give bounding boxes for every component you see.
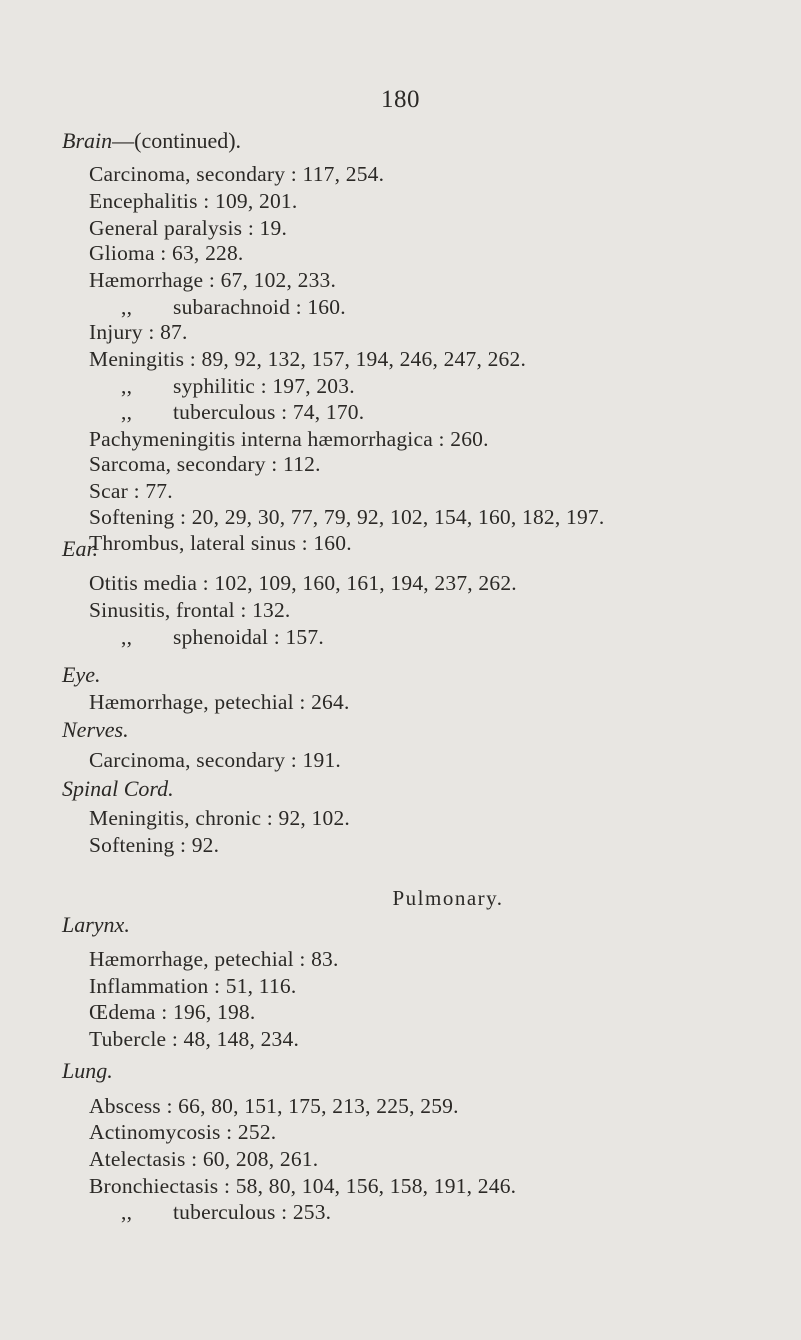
- index-entry-text: Inflammation : 51, 116.: [89, 974, 297, 998]
- index-entry: [89, 571, 517, 596]
- index-entry-text: Hæmorrhage, petechial : 264.: [89, 690, 350, 714]
- index-entry-text: Carcinoma, secondary : 191.: [89, 748, 341, 772]
- section-heading: [62, 1058, 113, 1084]
- index-entry-text: General paralysis : 19.: [89, 216, 288, 240]
- index-entry: [89, 748, 341, 773]
- index-entry-text: sphenoidal : 157.: [173, 625, 324, 649]
- index-entry: [89, 531, 352, 556]
- index-entry-text: Actinomycosis : 252.: [89, 1120, 277, 1144]
- index-entry: [89, 1174, 516, 1199]
- section-heading-label: Lung.: [62, 1058, 113, 1083]
- section-heading: [62, 912, 130, 938]
- index-entry-text: Bronchiectasis : 58, 80, 104, 156, 158, 191, 246.: [89, 1174, 517, 1198]
- index-entry: [89, 347, 526, 372]
- section-heading: [62, 662, 100, 688]
- index-entry: [89, 189, 297, 214]
- index-entry: [89, 452, 321, 477]
- index-entry: [89, 947, 339, 972]
- index-entry: [89, 598, 291, 623]
- index-entry-text: subarachnoid : 160.: [173, 295, 346, 319]
- index-entry: [89, 1120, 276, 1145]
- section-heading-label: Larynx.: [62, 912, 130, 937]
- section-heading-label: Spinal Cord.: [62, 776, 174, 801]
- section-heading-label: Eye.: [62, 662, 101, 687]
- ditto-mark: ,,: [121, 295, 133, 319]
- index-entry-text: tuberculous : 253.: [173, 1200, 332, 1224]
- index-entry: [89, 974, 296, 999]
- index-entry: [89, 833, 219, 858]
- ditto-mark: ,,: [121, 400, 133, 424]
- index-entry: [121, 374, 355, 399]
- index-entry-text: tuberculous : 74, 170.: [173, 400, 365, 424]
- index-entry: [89, 320, 188, 345]
- index-entry-text: Otitis media : 102, 109, 160, 161, 194, 237, 262.: [89, 571, 517, 595]
- index-entry-text: Hæmorrhage : 67, 102, 233.: [89, 268, 337, 292]
- section-heading: [62, 536, 98, 562]
- section-heading-label: Nerves.: [62, 717, 129, 742]
- index-entry-text: Sarcoma, secondary : 112.: [89, 452, 321, 476]
- index-entry: [89, 268, 336, 293]
- index-entry: [89, 479, 173, 504]
- index-entry-text: Atelectasis : 60, 208, 261.: [89, 1147, 319, 1171]
- section-heading: [62, 717, 129, 743]
- index-entry: [89, 162, 384, 187]
- index-entry-text: Hæmorrhage, petechial : 83.: [89, 947, 339, 971]
- section-heading-label: Brain: [62, 128, 113, 153]
- index-entry-text: Injury : 87.: [89, 320, 188, 344]
- index-entry-text: Encephalitis : 109, 201.: [89, 189, 298, 213]
- index-entry: [89, 216, 287, 241]
- page-number: 180: [381, 86, 420, 113]
- index-entry: [89, 690, 350, 715]
- index-entry: [121, 1200, 331, 1225]
- index-entry-text: Glioma : 63, 228.: [89, 241, 244, 265]
- index-entry-text: Œdema : 196, 198.: [89, 1000, 256, 1024]
- section-heading-label: Ear.: [62, 536, 99, 561]
- section-heading-continued: —(continued).: [112, 128, 242, 153]
- group-title: Pulmonary.: [392, 886, 504, 910]
- index-entry-text: Sinusitis, frontal : 132.: [89, 598, 291, 622]
- ditto-mark: ,,: [121, 625, 133, 649]
- index-entry: [89, 1094, 459, 1119]
- index-entry: [121, 625, 324, 650]
- index-entry: [89, 427, 489, 452]
- index-entry: [89, 806, 350, 831]
- index-entry-text: Scar : 77.: [89, 479, 173, 503]
- index-entry-text: Meningitis, chronic : 92, 102.: [89, 806, 350, 830]
- section-heading: [62, 128, 241, 154]
- index-entry-text: Pachymeningitis interna hæmorrhagica : 260.: [89, 427, 489, 451]
- index-entry-text: Carcinoma, secondary : 117, 254.: [89, 162, 385, 186]
- index-entry: [89, 1147, 318, 1172]
- index-entry-text: syphilitic : 197, 203.: [173, 374, 355, 398]
- index-entry: [89, 241, 244, 266]
- index-entry-text: Abscess : 66, 80, 151, 175, 213, 225, 259.: [89, 1094, 459, 1118]
- ditto-mark: ,,: [121, 1200, 133, 1224]
- section-heading: [62, 776, 174, 802]
- index-entry: [89, 505, 604, 530]
- index-entry-text: Thrombus, lateral sinus : 160.: [89, 531, 352, 555]
- index-entry: [89, 1027, 299, 1052]
- index-entry-text: Tubercle : 48, 148, 234.: [89, 1027, 300, 1051]
- index-entry-text: Softening : 92.: [89, 833, 220, 857]
- index-entry: [89, 1000, 255, 1025]
- index-entry-text: Meningitis : 89, 92, 132, 157, 194, 246, 247, 262.: [89, 347, 527, 371]
- ditto-mark: ,,: [121, 374, 133, 398]
- index-entry-text: Softening : 20, 29, 30, 77, 79, 92, 102, 154, 160, 182, 197.: [89, 505, 605, 529]
- index-entry: [121, 295, 346, 320]
- index-entry: [121, 400, 364, 425]
